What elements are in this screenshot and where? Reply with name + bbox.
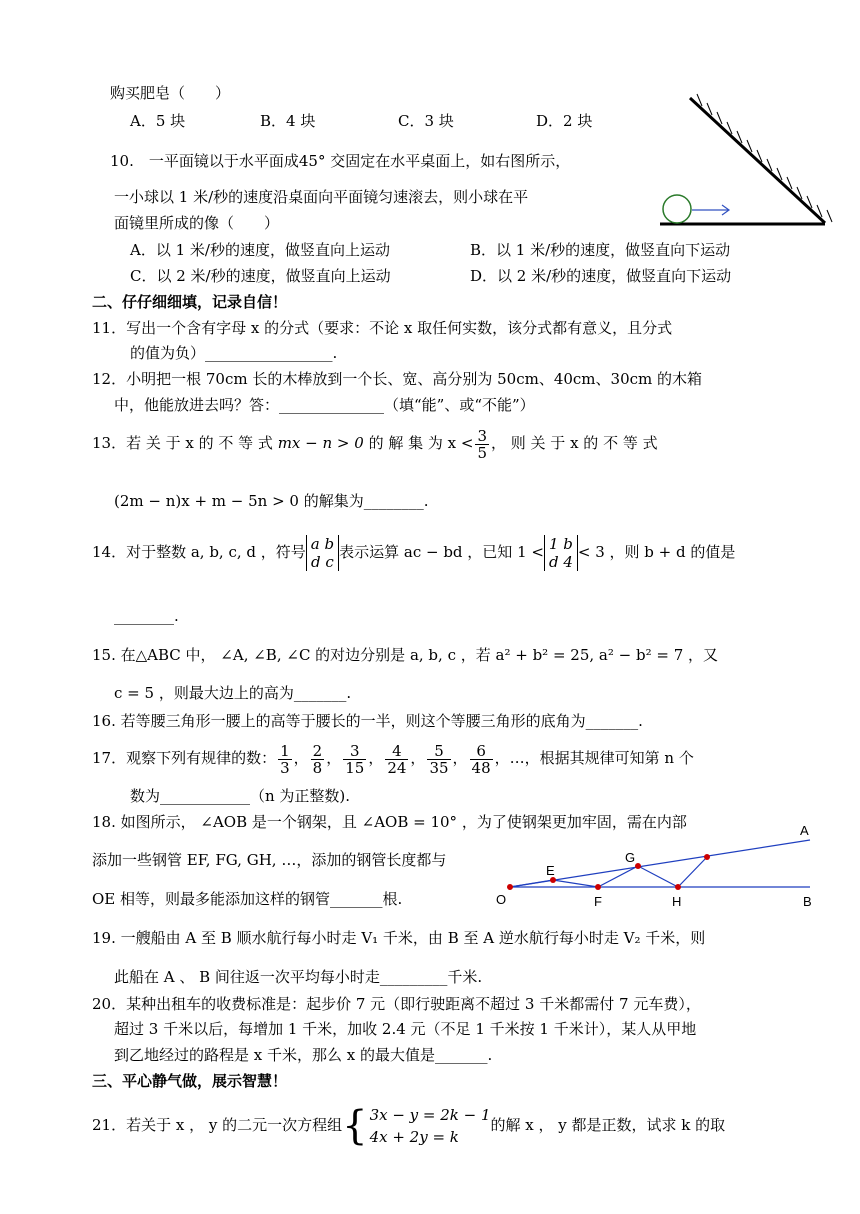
q13-line2: (2m − n)x + m − 5n > 0 的解集为________. (114, 492, 429, 510)
q17-fraction-4 (385, 743, 408, 776)
q21-equation-1: 3x − y = 2k − 1 (369, 1106, 491, 1124)
section-heading-3: 三、平心静气做，展示智慧！ (92, 1072, 288, 1090)
q16-line: 16. 若等腰三角形一腰上的高等于腰长的一半，则这个等腰三角形的底角为_______. (92, 712, 643, 730)
q21-equation-system (370, 1104, 491, 1148)
q13-suffix: ， 则 关 于 x 的 不 等 式 (491, 434, 658, 452)
q14-det1-top: a b (310, 535, 335, 553)
q21-line1 (92, 1100, 725, 1150)
q11-line1: 11．写出一个含有字母 x 的分式（要求：不论 x 取任何实数，该分式都有意义，且分式 (92, 319, 673, 337)
q14-det2-top: 1 b (548, 535, 573, 553)
q17-fraction-1 (278, 743, 292, 776)
q10-line1: 10. 一平面镜以于水平面成45° 交固定在水平桌面上，如右图所示， (110, 152, 571, 170)
steel-frame-figure (490, 818, 830, 914)
label-e: E (546, 863, 555, 878)
denominator: 8 (312, 758, 323, 777)
q14-prefix: 14．对于整数 a, b, c, d ，符号 (92, 543, 306, 561)
q14-line2: ________. (114, 607, 179, 625)
q17-line1: 17．观察下列有规律的数： $\frac{1}{3}$ ， $\frac{2}{8}$ ， $\frac{3}{15}$ ， $\frac{4}{24}$ ， $\frac{5}{35}$ ， $\frac{6}{48}$ ，…，根据其规律可知第 n 个 (92, 741, 694, 777)
q14-determinant-1 (306, 535, 339, 571)
q17-line2: 数为____________（n 为正整数). (130, 787, 351, 805)
q17-fraction-3 (343, 743, 366, 776)
numerator: 3 (343, 743, 366, 760)
denominator: 24 (387, 758, 407, 777)
q17-fraction-2 (311, 743, 325, 776)
q11-line2: 的值为负）_________________. (130, 344, 338, 362)
q10-line3: 面镜里所成的像（ ） (114, 214, 280, 232)
label-a: A (800, 823, 809, 838)
q9-option-a: A．5 块 (130, 112, 186, 130)
label-o: O (496, 892, 507, 907)
q17-suffix: ，…，根据其规律可知第 n 个 (494, 749, 694, 767)
numerator: 1 (280, 741, 290, 760)
q13-fraction (475, 428, 489, 461)
section-heading-2: 二、仔仔细细填，记录自信！ (92, 293, 288, 311)
ball (663, 195, 691, 223)
q9-option-b: B．4 块 (260, 112, 316, 130)
q10-line2: 一小球以 1 米/秒的速度沿桌面向平面镜匀速滚去，则小球在平 (114, 188, 529, 206)
q17-fraction-6 (470, 743, 493, 776)
q15-line1: 15. 在△ABC 中， ∠A, ∠B, ∠C 的对边分别是 a, b, c ，若 a² + b² = 25, a² − b² = 7 ，又 (92, 646, 719, 664)
q13-prefix: 13．若 关 于 x 的 不 等 式 (92, 434, 278, 452)
q17-prefix: 17．观察下列有规律的数： (92, 749, 277, 767)
denominator: 48 (471, 758, 491, 777)
denominator: 35 (429, 758, 449, 777)
q18-line3: OE 相等，则最多能添加这样的钢管_______根. (92, 890, 403, 908)
q10-option-d: D．以 2 米/秒的速度，做竖直向下运动 (470, 267, 732, 285)
label-g: G (625, 850, 636, 865)
q12-line2: 中，他能放进去吗？答：______________（填“能”、或“不能”） (114, 396, 535, 414)
denominator: 15 (345, 758, 365, 777)
q19-line2: 此船在 A 、 B 间往返一次平均每小时走_________千米. (114, 968, 483, 986)
q10-option-a: A．以 1 米/秒的速度，做竖直向上运动 (130, 241, 390, 259)
q10-option-c: C．以 2 米/秒的速度，做竖直向上运动 (130, 267, 391, 285)
q12-line1: 12．小明把一根 70cm 长的木棒放到一个长、宽、高分别为 50cm、40cm、30cm 的木箱 (92, 370, 703, 388)
q14-line1 (92, 532, 735, 572)
q13-denominator: 5 (477, 443, 487, 462)
q17-fraction-5 (427, 743, 450, 776)
q21-prefix: 21．若关于 x ， y 的二元一次方程组 (92, 1116, 343, 1134)
q19-line1: 19. 一艘船由 A 至 B 顺水航行每小时走 V₁ 千米，由 B 至 A 逆水航行每小时走 V₂ 千米，则 (92, 929, 706, 947)
q14-mid: 表示运算 ac − bd ，已知 1 < (339, 543, 544, 561)
label-f: F (594, 894, 602, 909)
q18-line1: 18. 如图所示， ∠AOB 是一个钢架，且 ∠AOB = 10° ，为了使钢架更加牢固，需在内部 (92, 813, 687, 831)
q13-mid: 的 解 集 为 x < (363, 434, 474, 452)
q15-line2: c = 5 ，则最大边上的高为_______. (114, 684, 352, 702)
q10-option-b: B．以 1 米/秒的速度，做竖直向下运动 (470, 241, 731, 259)
q13-line1 (92, 426, 658, 461)
q21-brace: { (342, 1103, 368, 1149)
q20-line2: 超过 3 千米以后，每增加 1 千米，加收 2.4 元（不足 1 千米按 1 千米计），某人从甲地 (114, 1020, 697, 1038)
q21-equation-2: 4x + 2y = k (369, 1128, 459, 1146)
label-b: B (803, 894, 812, 909)
q9-option-c: C．3 块 (398, 112, 454, 130)
q13-inequality: mx − n > 0 (277, 434, 364, 452)
numerator: 6 (470, 743, 493, 760)
q18-line2: 添加一些钢管 EF, FG, GH, …，添加的钢管长度都与 (92, 851, 447, 869)
denominator: 3 (280, 758, 290, 777)
q14-suffix: < 3 ，则 b + d 的值是 (577, 543, 736, 561)
q14-determinant-2 (544, 535, 578, 571)
numerator: 4 (385, 743, 408, 760)
q21-suffix: 的解 x ， y 都是正数，试求 k 的取 (490, 1116, 726, 1134)
q20-line3: 到乙地经过的路程是 x 千米，那么 x 的最大值是_______. (114, 1046, 493, 1064)
q9-option-d: D．2 块 (536, 112, 593, 130)
q9-stem: 购买肥皂（ ） (110, 84, 231, 102)
label-h: H (672, 894, 682, 909)
numerator: 2 (312, 741, 323, 760)
numerator: 5 (427, 743, 450, 760)
q13-numerator: 3 (477, 426, 487, 445)
q14-det2-bottom: d 4 (548, 553, 573, 571)
mirror-figure (640, 88, 840, 236)
q14-det1-bottom: d c (311, 553, 334, 571)
q20-line1: 20．某种出租车的收费标准是：起步价 7 元（即行驶距离不超过 3 千米都需付 7 元车费）， (92, 995, 701, 1013)
